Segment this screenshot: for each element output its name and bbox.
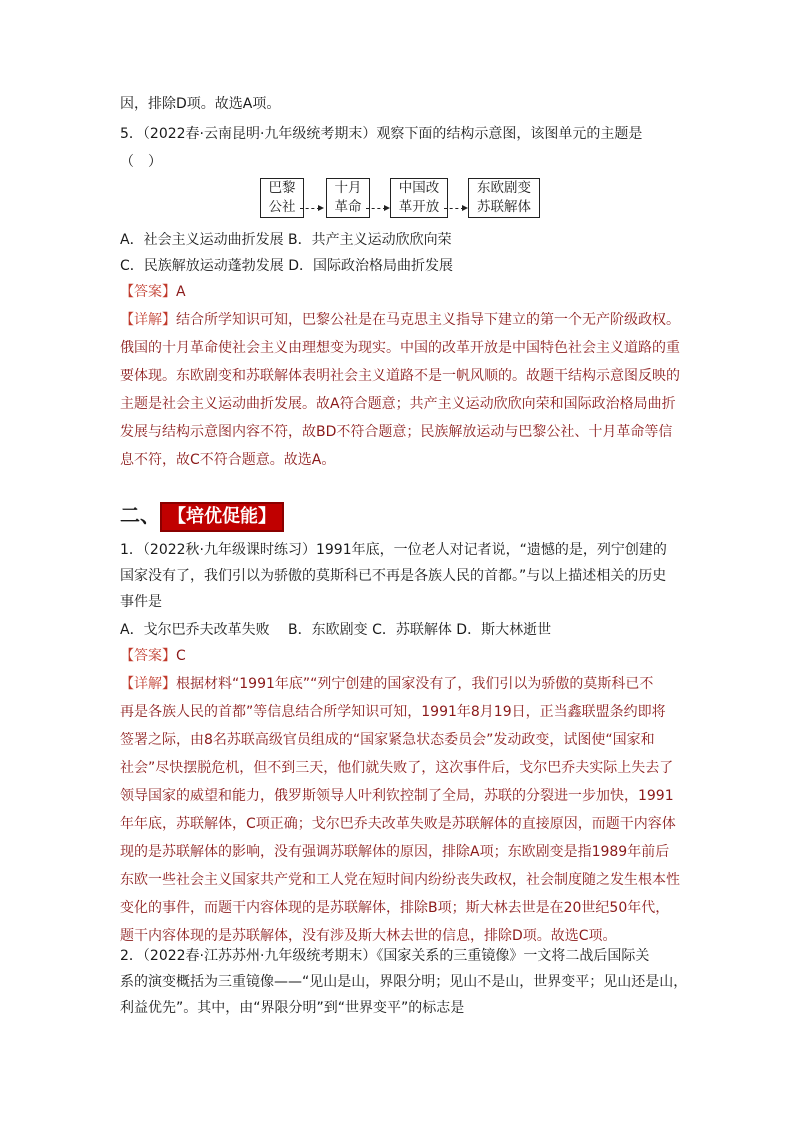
diagram-box-october-revolution: [326, 178, 370, 218]
answer-tag: 【答案】: [120, 648, 176, 664]
box-line: 公社: [268, 199, 296, 215]
question-2-stem: 2．（2022春·江苏苏州·九年级统考期末）《国家关系的三重镜像》一文将二战后国际关: [120, 948, 650, 964]
box-line: 革命: [334, 199, 362, 215]
detail-text: 发展与结构示意图内容不符，故BD不符合题意；民族解放运动与巴黎公社、十月革命等信: [120, 424, 673, 440]
diagram-box-paris-commune: [260, 178, 304, 218]
box-line: 东欧剧变: [477, 180, 531, 196]
answer-value: A: [176, 284, 186, 300]
detail-text: 年年底，苏联解体，C项正确；戈尔巴乔夫改革失败是苏联解体的直接原因，而题干内容体: [120, 816, 676, 832]
diagram-arrow: [366, 208, 386, 209]
detail-text: 再是各族人民的首都”等信息结合所学知识可知，1991年8月19日，正当鑫联盟条约即将: [120, 704, 666, 720]
section-heading: [120, 502, 284, 532]
detail-text: 题干内容体现的是苏联解体，没有涉及斯大林去世的信息，排除D项。故选C项。: [120, 928, 617, 944]
detail-text: 息不符，故C不符合题意。故选A。: [120, 452, 336, 468]
answer-tag: 【答案】: [120, 284, 176, 300]
box-line: 中国改: [398, 180, 440, 196]
options-ab: A．社会主义运动曲折发展 B．共产主义运动欣欣向荣: [120, 232, 452, 248]
detail-tag: 【详解】: [120, 312, 176, 328]
question-2-stem: 系的演变概括为三重镜像——“见山是山，界限分明；见山不是山，世界变平；见山还是山，: [120, 974, 688, 990]
box-line: 苏联解体: [477, 199, 531, 215]
detail-text: 东欧一些社会主义国家共产党和工人党在短时间内纷纷丧失政权，社会制度随之发生根本性: [120, 872, 680, 888]
detail-text: 结合所学知识可知，巴黎公社是在马克思主义指导下建立的第一个无产阶级政权。: [176, 312, 680, 328]
detail-text: 要体现。东欧剧变和苏联解体表明社会主义道路不是一帆风顺的。故题干结构示意图反映的: [120, 368, 680, 384]
detail-text: 主题是社会主义运动曲折发展。故A符合题意；共产主义运动欣欣向荣和国际政治格局曲折: [120, 396, 676, 412]
diagram-arrow: [300, 208, 320, 209]
diagram-arrow: [444, 208, 464, 209]
detail-text: 根据材料“1991年底”“列宁创建的国家没有了，我们引以为骄傲的莫斯科已不: [176, 676, 654, 692]
answer-line: [120, 646, 186, 666]
answer-blank: （ ）: [120, 154, 162, 170]
detail-tag: 【详解】: [120, 676, 176, 692]
question-1-stem: 事件是: [120, 594, 162, 610]
question-1-options: A．戈尔巴乔夫改革失败 B．东欧剧变 C．苏联解体 D．斯大林逝世: [120, 622, 552, 638]
section-badge: 【培优促能】: [160, 502, 284, 532]
arrowhead-icon: [318, 205, 324, 211]
box-line: 革开放: [398, 199, 440, 215]
detail-text: 领导国家的威望和能力，俄罗斯领导人叶利钦控制了全局，苏联的分裂进一步加快，1991: [120, 788, 674, 804]
answer-value: C: [176, 648, 186, 664]
detail-line: [120, 310, 680, 330]
text-line: 因，排除D项。故选A项。: [120, 96, 281, 112]
detail-text: 现的是苏联解体的影响，没有强调苏联解体的原因，排除A项；东欧剧变是指1989年前后: [120, 844, 670, 860]
detail-text: 变化的事件，而题干内容体现的是苏联解体，排除B项；斯大林去世是在20世纪50年代，: [120, 900, 670, 916]
detail-text: 社会”尽快摆脱危机，但不到三天，他们就失败了，这次事件后，戈尔巴乔夫实际上失去了: [120, 760, 674, 776]
detail-line: [120, 674, 653, 694]
box-line: 十月: [334, 180, 362, 196]
detail-text: 签署之际，由8名苏联高级官员组成的“国家紧急状态委员会”发动政变，试图使“国家和: [120, 732, 655, 748]
question-5-stem: 5．（2022春·云南昆明·九年级统考期末）观察下面的结构示意图，该图单元的主题是: [120, 126, 643, 142]
question-2-stem: 利益优先”。其中，由“界限分明”到“世界变平”的标志是: [120, 1000, 465, 1016]
detail-text: 俄国的十月革命使社会主义由理想变为现实。中国的改革开放是中国特色社会主义道路的重: [120, 340, 680, 356]
diagram-box-reform-opening: [390, 178, 448, 218]
box-line: 巴黎: [268, 180, 296, 196]
question-1-stem: 1．（2022秋·九年级课时练习）1991年底，一位老人对记者说，“遗憾的是，列宁创建的: [120, 542, 667, 558]
question-1-stem: 国家没有了，我们引以为骄傲的莫斯科已不再是各族人民的首都。”与以上描述相关的历史: [120, 568, 667, 584]
section-prefix: 二、: [120, 503, 160, 527]
answer-line: [120, 282, 186, 302]
options-cd: C．民族解放运动蓬勃发展 D．国际政治格局曲折发展: [120, 258, 454, 274]
diagram-box-ussr-collapse: [468, 178, 540, 218]
